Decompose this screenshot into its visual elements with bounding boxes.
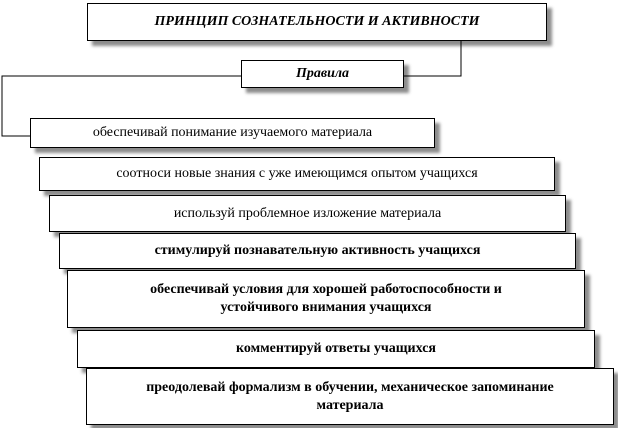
rule-text-2: соотноси новые знания с уже имеющимся опытом учащихся [116, 166, 478, 181]
rule-text-7: преодолевай формализм в обучении, механическое запоминание материала [146, 379, 554, 413]
rule-box-4 [59, 233, 576, 269]
rule-text-6: комментируй ответы учащихся [235, 341, 437, 356]
rule-box-1 [30, 118, 435, 148]
rule-text-3: используй проблемное изложение материала [173, 205, 442, 221]
rule-box-6 [77, 330, 595, 368]
rule-text-1: обеспечивай понимание изучаемого материала [92, 125, 373, 140]
rule-text-4: стимулируй познавательную активность учащихся [154, 243, 481, 258]
rule-box-7 [86, 368, 614, 425]
rule-box-3 [49, 195, 566, 232]
rule-box-5 [67, 270, 585, 328]
rules-label: Правила [295, 66, 350, 81]
rule-text-5: обеспечивай условия для хорошей работоспособности и устойчивого внимания учащихся [150, 282, 502, 315]
rule-box-2 [39, 157, 555, 191]
principle-title-box [87, 3, 547, 41]
principle-title: ПРИНЦИП СОЗНАТЕЛЬНОСТИ И АКТИВНОСТИ [154, 14, 480, 29]
title-to-rules-connector [404, 41, 461, 76]
rules-label-box [241, 60, 404, 88]
